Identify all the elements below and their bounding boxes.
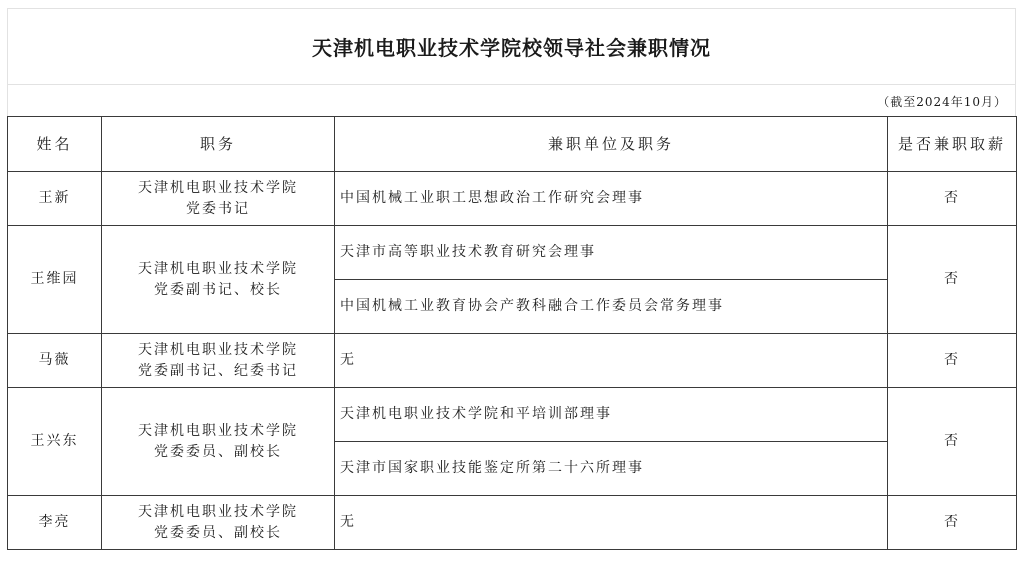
salary-cell: 否: [888, 334, 1017, 388]
leader-name: 王维园: [8, 226, 102, 334]
position-line: 党委委员、副校长: [154, 443, 282, 460]
leader-name: 王新: [8, 172, 102, 226]
part-time-cell: 天津市高等职业技术教育研究会理事: [335, 226, 888, 280]
table-header-row: [8, 117, 1017, 172]
position-line: 党委书记: [186, 200, 250, 217]
leader-position: [102, 172, 335, 226]
position-line: 天津机电职业技术学院: [138, 341, 298, 358]
salary-cell: 否: [888, 226, 1017, 334]
part-time-cell: 中国机械工业职工思想政治工作研究会理事: [335, 172, 888, 226]
part-time-cell: 无: [335, 496, 888, 550]
leader-position: [102, 496, 335, 550]
salary-cell: 否: [888, 496, 1017, 550]
leader-name: 李亮: [8, 496, 102, 550]
table-row: [8, 172, 1017, 226]
header-part-time: 兼职单位及职务: [335, 117, 888, 172]
leader-name: 马薇: [8, 334, 102, 388]
table-row: [8, 334, 1017, 388]
salary-cell: 否: [888, 388, 1017, 496]
part-time-cell: 无: [335, 334, 888, 388]
position-line: 天津机电职业技术学院: [138, 179, 298, 196]
note-row: [7, 85, 1016, 116]
position-line: 天津机电职业技术学院: [138, 503, 298, 520]
leadership-table: [7, 116, 1017, 550]
table-row: [8, 226, 1017, 280]
title-box: [7, 8, 1016, 85]
position-line: 党委副书记、纪委书记: [138, 362, 298, 379]
table-row: [8, 388, 1017, 442]
part-time-cell: 天津市国家职业技能鉴定所第二十六所理事: [335, 442, 888, 496]
position-line: 党委副书记、校长: [154, 281, 282, 298]
salary-cell: 否: [888, 172, 1017, 226]
table-row: [8, 496, 1017, 550]
header-position: 职务: [102, 117, 335, 172]
position-line: 天津机电职业技术学院: [138, 260, 298, 277]
position-line: 党委委员、副校长: [154, 524, 282, 541]
leader-position: [102, 388, 335, 496]
header-name: 姓名: [8, 117, 102, 172]
header-salary: 是否兼职取薪: [888, 117, 1017, 172]
date-note: （截至2024年10月）: [877, 95, 1007, 109]
part-time-cell: 天津机电职业技术学院和平培训部理事: [335, 388, 888, 442]
page-title: 天津机电职业技术学院校领导社会兼职情况: [312, 36, 711, 60]
leader-position: [102, 334, 335, 388]
position-line: 天津机电职业技术学院: [138, 422, 298, 439]
leader-position: [102, 226, 335, 334]
leader-name: 王兴东: [8, 388, 102, 496]
part-time-cell: 中国机械工业教育协会产教科融合工作委员会常务理事: [335, 280, 888, 334]
